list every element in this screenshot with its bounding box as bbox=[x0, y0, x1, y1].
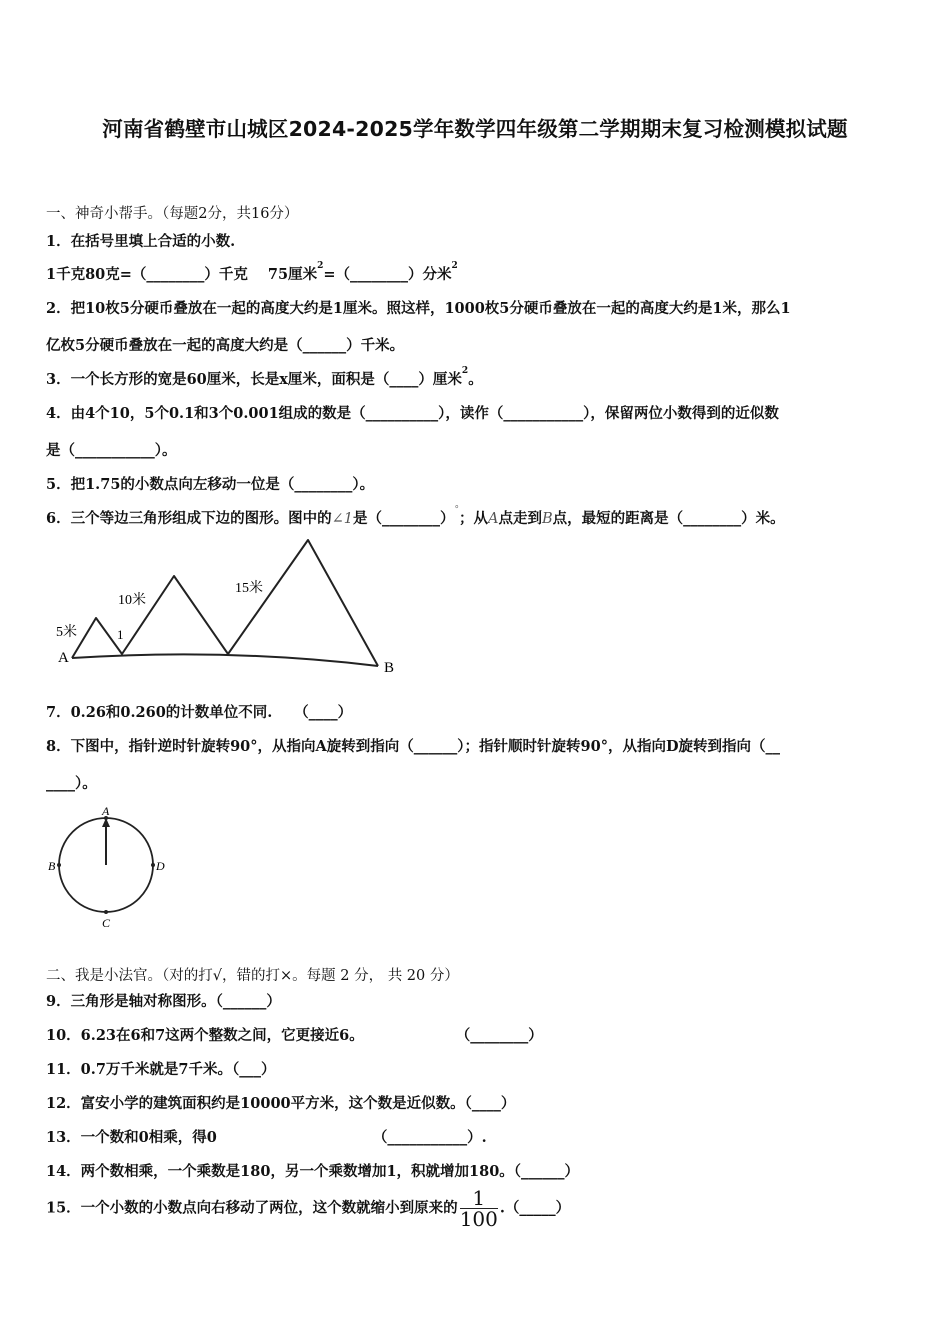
q15-denominator: 100 bbox=[459, 1207, 498, 1231]
page-title: 河南省鹤壁市山城区2024-2025学年数学四年级第二学期期末复习检测模拟试题 bbox=[102, 117, 848, 141]
question-4-line-2: 是（___________）。 bbox=[46, 442, 177, 459]
section-1-heading: 一、神奇小帮手。（每题2分，共16分） bbox=[46, 206, 299, 222]
label-dir-b: B bbox=[48, 859, 56, 873]
clock-figure bbox=[44, 802, 174, 932]
q6-text-a: 6．三个等边三角形组成下边的图形。图中的 bbox=[46, 510, 332, 527]
base-line bbox=[72, 654, 378, 666]
q3-text: 3．一个长方形的宽是60厘米，长是x厘米，面积是（____）厘米 bbox=[46, 371, 462, 388]
question-8-line-2: ____）。 bbox=[46, 775, 97, 792]
question-8-line-1: 8．下图中，指针逆时针旋转90°，从指向A旋转到指向（______）；指针顺时针旋转90°，从指向D旋转到指向（__ bbox=[46, 738, 781, 755]
label-dir-d: D bbox=[156, 859, 165, 873]
q1-part-c-exponent: 2 bbox=[451, 261, 458, 271]
q13-blank: （___________）. bbox=[372, 1129, 487, 1146]
question-2-line-1: 2．把10枚5分硬币叠放在一起的高度大约是1厘米。照这样，1000枚5分硬币叠放在一起的高度大约是1米，那么1 bbox=[46, 300, 791, 317]
q13-text: 13．一个数和0相乘，得0 bbox=[46, 1129, 217, 1146]
question-2-line-2: 亿枚5分硬币叠放在一起的高度大约是（______）千米。 bbox=[46, 337, 405, 354]
q15-tail: .（_____） bbox=[499, 1199, 571, 1217]
q6-text-d: 点走到 bbox=[498, 510, 542, 527]
q6-text-c: ；从 bbox=[458, 510, 488, 527]
q1-part-b-exponent: 2 bbox=[317, 261, 324, 271]
label-5m: 5米 bbox=[56, 625, 77, 640]
q15-numerator: 1 bbox=[460, 1188, 498, 1209]
question-4-line-1: 4．由4个10，5个0.1和3个0.001组成的数是（__________），读作（___________），保留两位小数得到的近似数 bbox=[46, 405, 779, 422]
q6-text-b: 是（________） bbox=[352, 510, 455, 527]
q6-angle: ∠1 bbox=[331, 511, 353, 527]
label-point-b: B bbox=[384, 660, 395, 676]
label-dir-a: A bbox=[102, 804, 110, 818]
triangles-figure bbox=[50, 530, 410, 680]
q15-text: 15．一个小数的小数点向右移动了两位，这个数就缩小到原来的 bbox=[46, 1199, 458, 1217]
dot-b bbox=[57, 863, 61, 867]
question-10 bbox=[46, 1024, 543, 1045]
q15-fraction bbox=[460, 1188, 498, 1229]
q6-text-e: 点，最短的距离是（________）米。 bbox=[552, 510, 785, 527]
label-dir-c: C bbox=[102, 916, 111, 930]
question-3 bbox=[46, 368, 483, 389]
q6-point-a: A bbox=[487, 511, 499, 527]
question-1-parts bbox=[46, 263, 458, 284]
label-point-a: A bbox=[58, 650, 69, 666]
q6-point-b: B bbox=[541, 511, 553, 527]
label-10m: 10米 bbox=[118, 593, 146, 608]
q10-text: 10．6.23在6和7这两个整数之间，它更接近6。 bbox=[46, 1027, 364, 1044]
question-5: 5．把1.75的小数点向左移动一位是（________）。 bbox=[46, 476, 375, 493]
section-2-heading: 二、我是小法官。（对的打√，错的打×。每题 2 分， 共 20 分） bbox=[46, 968, 459, 984]
question-14: 14．两个数相乘，一个乘数是180，另一个乘数增加1，积就增加180。（______） bbox=[46, 1163, 580, 1180]
question-11: 11．0.7万千米就是7千米。（___） bbox=[46, 1061, 276, 1078]
question-6 bbox=[46, 507, 785, 528]
question-7: 7．0.26和0.260的计数单位不同. （____） bbox=[46, 704, 353, 721]
label-angle-1: 1 bbox=[117, 627, 124, 642]
q1-part-a: 1千克80克=（________）千克 bbox=[46, 266, 248, 283]
q3-exponent: 2 bbox=[461, 366, 469, 376]
label-15m: 15米 bbox=[235, 581, 263, 596]
q6-degree: ° bbox=[454, 505, 459, 515]
dot-c bbox=[104, 910, 108, 914]
dot-d bbox=[151, 863, 155, 867]
question-1: 1．在括号里填上合适的小数. bbox=[46, 233, 236, 250]
q1-part-c: =（________）分米 bbox=[323, 266, 452, 283]
question-9: 9．三角形是轴对称图形。（______） bbox=[46, 993, 281, 1010]
q10-blank: （________） bbox=[455, 1027, 543, 1044]
q1-part-b: 75厘米 bbox=[267, 266, 318, 283]
question-12: 12．富安小学的建筑面积约是10000平方米，这个数是近似数。（____） bbox=[46, 1095, 516, 1112]
question-15 bbox=[46, 1188, 570, 1229]
question-13 bbox=[46, 1126, 487, 1147]
q3-tail: 。 bbox=[468, 371, 483, 388]
